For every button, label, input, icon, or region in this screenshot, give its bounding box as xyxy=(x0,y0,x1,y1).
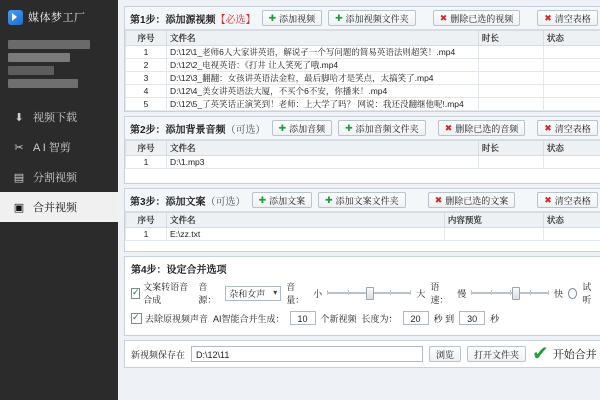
output-path-input[interactable]: D:\12\11 xyxy=(191,346,423,362)
cell-duration xyxy=(478,59,543,72)
add-video-folder-button[interactable]: ✚ 添加视频文件夹 xyxy=(328,10,416,26)
speed-max-label: 快 xyxy=(553,288,563,299)
cell-index: 3 xyxy=(126,72,167,85)
table-header-row xyxy=(126,31,600,46)
table-row[interactable] xyxy=(126,228,600,241)
step4-panel xyxy=(124,256,600,336)
speed-label: 语速： xyxy=(430,282,449,305)
delete-selected-copy-button[interactable]: ✖ 删除已选的文案 xyxy=(428,192,516,208)
brand xyxy=(0,0,118,34)
clear-copy-table-button[interactable]: ✖ 清空表格 xyxy=(537,192,598,208)
step1-toolbar xyxy=(125,7,600,30)
cell-filename: D:\12\1_老师6人大家讲英语，解说孑一个写问题的简易英语法则超笑！.mp4 xyxy=(167,46,479,59)
sidebar xyxy=(0,0,118,400)
column-header-index: 序号 xyxy=(126,31,167,46)
sidebar-item-video-download[interactable] xyxy=(0,102,118,132)
sidebar-item-merge-video[interactable] xyxy=(0,192,118,222)
sidebar-item-label: 合并视频 xyxy=(33,202,77,214)
column-header-index: 序号 xyxy=(126,141,167,156)
merge-icon: ▣ xyxy=(13,201,25,214)
volume-slider[interactable] xyxy=(327,287,411,299)
add-audio-folder-button[interactable]: ✚ 添加音频文件夹 xyxy=(338,120,426,136)
output-path-label: 新视频保存在 xyxy=(131,349,186,360)
cell-state xyxy=(543,228,600,241)
table-row[interactable] xyxy=(126,156,600,169)
cell-duration xyxy=(478,46,543,59)
step3-panel xyxy=(124,188,600,252)
blurred-line xyxy=(8,66,54,75)
checkbox-icon xyxy=(131,313,142,324)
ai-merge-label: AI智能合并生成： xyxy=(213,313,285,324)
cell-state xyxy=(543,72,600,85)
cell-duration xyxy=(478,98,543,111)
folder-icon: ✚ xyxy=(335,12,343,23)
voice-label: 音源： xyxy=(198,282,217,305)
sidebar-item-ai-edit[interactable] xyxy=(0,132,118,162)
delete-selected-video-button[interactable]: ✖ 删除已选的视频 xyxy=(433,10,521,26)
cell-index: 1 xyxy=(126,46,167,59)
add-video-button[interactable]: ✚ 添加视频 xyxy=(262,10,323,26)
cell-duration xyxy=(478,156,543,169)
remove-original-audio-checkbox[interactable] xyxy=(131,312,208,325)
table-row[interactable] xyxy=(126,46,600,59)
browse-button[interactable]: 浏览 xyxy=(429,346,461,362)
step3-toolbar xyxy=(125,189,600,212)
main-content xyxy=(118,0,600,400)
step1-panel xyxy=(124,6,600,112)
table-row[interactable] xyxy=(126,98,600,111)
column-header-state: 状态 xyxy=(543,141,600,156)
voice-select[interactable]: 杂和女声 ▾ xyxy=(225,286,281,301)
volume-max-label: 大 xyxy=(416,288,426,299)
length-min-input[interactable]: 20 xyxy=(403,311,429,325)
cell-filename: D:\12\3_翻翻：女孩讲英语法金粒，最后脚哈才是笑点，太搞笑了.mp4 xyxy=(167,72,479,85)
cell-index: 1 xyxy=(126,156,167,169)
cell-duration xyxy=(478,85,543,98)
cell-filename: D:\12\5_了英笑话正演笑到！老师：上大学了吗？ 网说：我还没翻继他呢!.mp4 xyxy=(167,98,479,111)
trash-icon: ✖ xyxy=(434,194,443,205)
step4-title: 第4步：设定合并选项 xyxy=(131,265,227,276)
speed-min-label: 慢 xyxy=(457,288,467,299)
start-merge-button[interactable] xyxy=(532,343,597,365)
folder-icon: ✚ xyxy=(345,122,353,133)
copy-table xyxy=(125,212,600,241)
blurred-line xyxy=(8,53,70,62)
sidebar-nav xyxy=(0,102,118,222)
table-header-row xyxy=(126,213,600,228)
cell-filename: D:\12\4_美女讲英语法大厦，不买个6不安，你播来！.mp4 xyxy=(167,85,479,98)
plus-icon: ✚ xyxy=(278,122,287,133)
speed-slider-knob[interactable] xyxy=(512,287,520,300)
ai-count-input[interactable]: 10 xyxy=(290,311,316,325)
table-row[interactable] xyxy=(126,85,600,98)
plus-icon: ✚ xyxy=(258,194,267,205)
clear-icon: ✖ xyxy=(544,194,552,205)
sidebar-item-label: 分割视频 xyxy=(33,172,77,184)
checkbox-icon xyxy=(131,288,140,299)
video-table xyxy=(125,30,600,111)
delete-selected-audio-button[interactable]: ✖ 删除已选的音频 xyxy=(438,120,526,136)
cell-index: 4 xyxy=(126,85,167,98)
table-row[interactable] xyxy=(126,59,600,72)
scissors-icon: ✂ xyxy=(14,141,24,154)
cell-state xyxy=(543,98,600,111)
audio-table xyxy=(125,140,600,169)
sidebar-item-label: A I 智剪 xyxy=(33,142,71,154)
cell-filename: D:\1.mp3 xyxy=(167,156,479,169)
column-header-duration: 时长 xyxy=(478,31,543,46)
blurred-line xyxy=(8,40,90,49)
cell-index: 2 xyxy=(126,59,167,72)
split-icon: ▤ xyxy=(13,171,25,184)
video-table-wrapper[interactable] xyxy=(125,30,600,111)
clear-icon: ✖ xyxy=(544,122,552,133)
length-max-unit: 秒 xyxy=(490,313,500,324)
open-folder-button[interactable]: 打开文件夹 xyxy=(467,346,526,362)
sidebar-item-label: 视频下载 xyxy=(33,112,77,124)
clear-icon: ✖ xyxy=(544,12,552,23)
table-row[interactable] xyxy=(126,72,600,85)
app-title: 媒体梦工厂 xyxy=(28,12,86,24)
length-max-input[interactable]: 30 xyxy=(459,311,485,325)
plus-icon: ✚ xyxy=(268,12,277,23)
column-header-filename: 文件名 xyxy=(167,213,445,228)
cell-state xyxy=(543,156,600,169)
remove-original-audio-label: 去除原视频声音 xyxy=(145,313,209,324)
merge-options-row xyxy=(131,311,597,325)
trash-icon: ✖ xyxy=(439,12,448,23)
cell-preview xyxy=(444,228,543,241)
step1-title: 第1步：添加源视频【必选】 xyxy=(130,14,256,26)
cell-state xyxy=(543,59,600,72)
volume-label: 音量： xyxy=(286,282,305,305)
column-header-filename: 文件名 xyxy=(167,31,479,46)
clear-audio-table-button[interactable]: ✖ 清空表格 xyxy=(537,120,598,136)
copy-table-wrapper[interactable] xyxy=(125,212,600,251)
blurred-line xyxy=(8,79,78,88)
sidebar-item-split-video[interactable] xyxy=(0,162,118,192)
tts-checkbox-label: 文案转语音合成 xyxy=(143,282,189,305)
cell-filename: D:\12\2_电视英语：《打井 让人笑死了哦.mp4 xyxy=(167,59,479,72)
step2-toolbar xyxy=(125,117,600,140)
add-audio-button[interactable]: ✚ 添加音频 xyxy=(272,120,333,136)
check-icon: ✔ xyxy=(532,343,549,365)
column-header-state: 状态 xyxy=(543,31,600,46)
folder-icon: ✚ xyxy=(325,194,333,205)
column-header-state: 状态 xyxy=(543,213,600,228)
table-header-row xyxy=(126,141,600,156)
step2-panel xyxy=(124,116,600,184)
speed-slider[interactable] xyxy=(471,287,549,299)
cell-state xyxy=(543,46,600,59)
length-min-unit: 秒 到 xyxy=(433,313,455,324)
volume-min-label: 小 xyxy=(313,288,323,299)
audio-table-wrapper[interactable] xyxy=(125,140,600,183)
volume-slider-knob[interactable] xyxy=(366,287,374,300)
step2-title: 第2步：添加背景音频（可选） xyxy=(130,124,266,136)
column-header-index: 序号 xyxy=(126,213,167,228)
trial-radio[interactable] xyxy=(568,288,577,299)
cell-index: 1 xyxy=(126,228,167,241)
column-header-preview: 内容预览 xyxy=(444,213,543,228)
length-label: 长度为： xyxy=(361,313,398,324)
ai-count-unit: 个新视频 xyxy=(320,313,357,324)
tts-checkbox[interactable] xyxy=(131,280,193,306)
clear-video-table-button[interactable]: ✖ 清空表格 xyxy=(537,10,598,26)
column-header-duration: 时长 xyxy=(478,141,543,156)
column-header-filename: 文件名 xyxy=(167,141,479,156)
app-logo-icon xyxy=(8,10,23,25)
add-copy-button[interactable]: ✚ 添加文案 xyxy=(252,192,313,208)
download-icon: ⬇ xyxy=(14,111,24,124)
add-copy-folder-button[interactable]: ✚ 添加文案文件夹 xyxy=(318,192,406,208)
trash-icon: ✖ xyxy=(444,122,453,133)
account-info-blurred xyxy=(0,40,118,88)
output-bar xyxy=(124,340,600,368)
cell-index: 5 xyxy=(126,98,167,111)
trial-label: 试听 xyxy=(582,282,592,305)
tts-options-row xyxy=(131,280,597,306)
step3-title: 第3步：添加文案（可选） xyxy=(130,196,246,208)
cell-duration xyxy=(478,72,543,85)
start-merge-label: 开始合并 xyxy=(552,349,597,361)
cell-state xyxy=(543,85,600,98)
cell-filename: E:\zz.txt xyxy=(167,228,445,241)
